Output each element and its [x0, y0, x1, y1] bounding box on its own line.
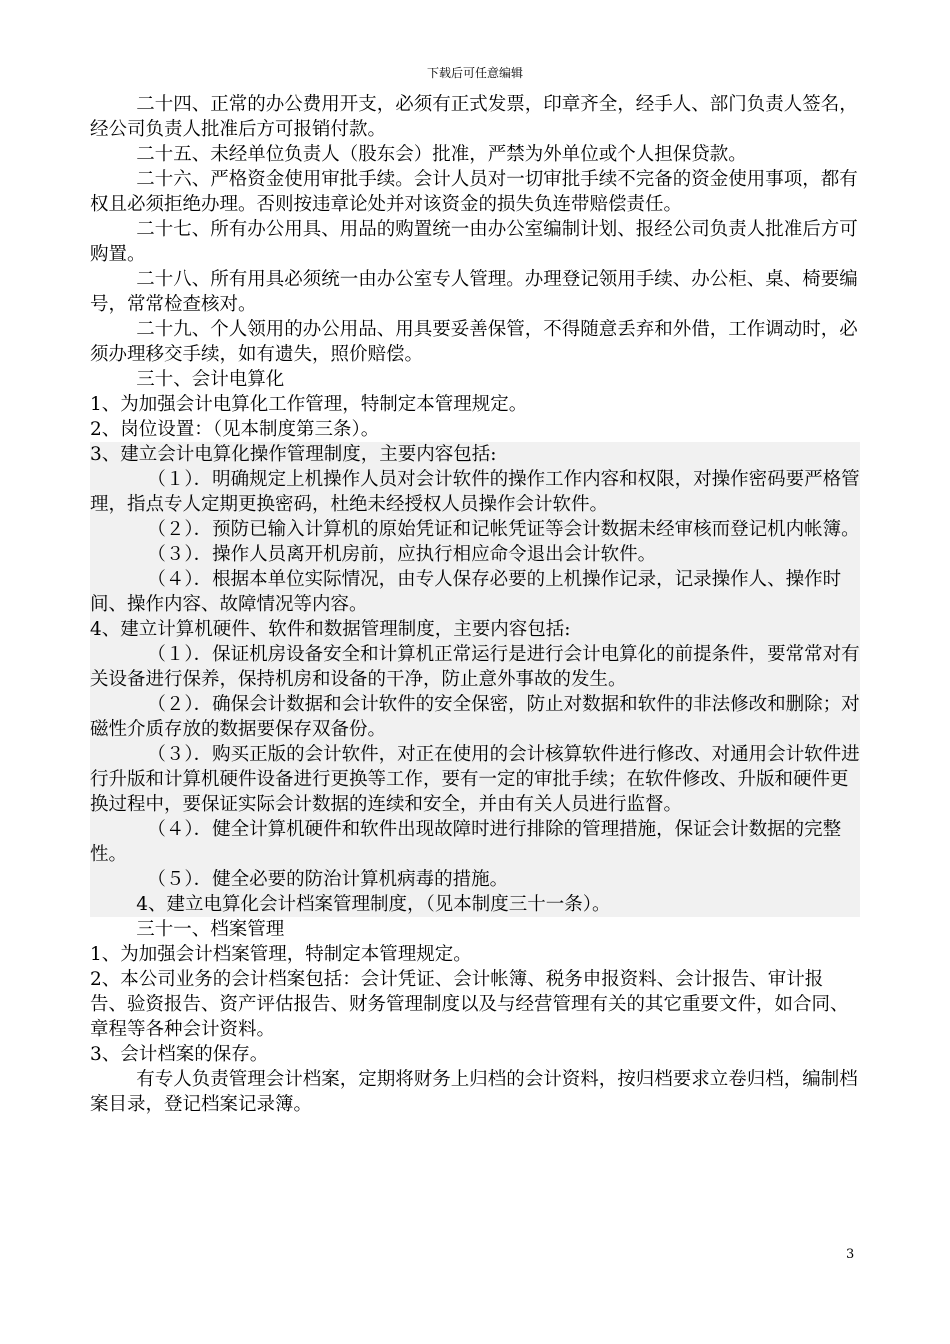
article-30-item-2: 2、岗位设置：（见本制度第三条）。 [90, 419, 380, 440]
article-30-item-3-3: （３）．操作人员离开机房前，应执行相应命令退出会计软件。 [147, 544, 657, 565]
article-29: 二十九、个人领用的办公用品、用具要妥善保管，不得随意丢弃和外借，工作调动时，必须办理移交手续，如有遗失，照价赔偿。 [90, 319, 858, 365]
article-24: 二十四、正常的办公费用开支，必须有正式发票，印章齐全，经手人、部门负责人签名，经公司负责人批准后方可报销付款。 [90, 94, 858, 140]
article-26: 二十六、严格资金使用审批手续。会计人员对一切审批手续不完备的资金使用事项，都有权且必须拒绝办理。否则按违章论处并对该资金的损失负连带赔偿责任。 [90, 169, 858, 215]
article-30-item-4-5: （５）．健全必要的防治计算机病毒的措施。 [147, 869, 509, 890]
article-31-item-1: 1、为加强会计档案管理，特制定本管理规定。 [90, 944, 472, 965]
article-31-item-3: 3、会计档案的保存。 [90, 1044, 269, 1065]
article-31-item-2: 2、本公司业务的会计档案包括：会计凭证、会计帐簿、税务申报资料、会计报告、审计报告、验资报告、资产评估报告、财务管理制度以及与经营管理有关的其它重要文件，如合同、章程等各种会计资料。 [90, 969, 849, 1040]
article-30-item-4-1: （１）．保证机房设备安全和计算机正常运行是进行会计电算化的前提条件，要常常对有关设备进行保养，保持机房和设备的干净，防止意外事故的发生。 [90, 644, 860, 690]
article-30-item-4: 4、建立计算机硬件、软件和数据管理制度，主要内容包括: [90, 619, 571, 640]
article-30-item-4-3: （３）．购买正版的会计软件，对正在使用的会计核算软件进行修改、对通用会计软件进行升版和计算机硬件设备进行更换等工作，要有一定的审批手续；在软件修改、升版和硬件更换过程中，要保证实际会计数据的连续和安全，并由有关人员进行监督。 [90, 744, 860, 815]
article-31-item-3-body: 有专人负责管理会计档案，定期将财务上归档的会计资料，按归档要求立卷归档，编制档案目录，登记档案记录簿。 [90, 1069, 858, 1115]
article-30-item-3-4: （４）．根据本单位实际情况，由专人保存必要的上机操作记录，记录操作人、操作时间、操作内容、故障情况等内容。 [90, 569, 842, 615]
article-30-heading: 三十、会计电算化 [136, 369, 285, 390]
shaded-section [90, 442, 860, 917]
article-27: 二十七、所有办公用具、用品的购置统一由办公室编制计划、报经公司负责人批准后方可购置。 [90, 219, 858, 265]
document-body [90, 92, 860, 1117]
article-30-item-3-2: （２）．预防已输入计算机的原始凭证和记帐凭证等会计数据未经审核而登记机内帐簿。 [147, 519, 860, 540]
article-30-item-1: 1、为加强会计电算化工作管理，特制定本管理规定。 [90, 394, 528, 415]
article-30-item-4-2: （２）．确保会计数据和会计软件的安全保密，防止对数据和软件的非法修改和删除；对磁性介质存放的数据要保存双备份。 [90, 694, 860, 740]
article-28: 二十八、所有用具必须统一由办公室专人管理。办理登记领用手续、办公柜、桌、椅要编号，常常检查核对。 [90, 269, 858, 315]
page-number: 3 [846, 1247, 855, 1262]
article-30-item-5: 4、建立电算化会计档案管理制度，（见本制度三十一条）。 [136, 894, 611, 915]
article-30-item-3: 3、建立会计电算化操作管理制度，主要内容包括: [90, 444, 497, 465]
article-31-heading: 三十一、档案管理 [136, 919, 285, 940]
article-30-item-3-1: （１）．明确规定上机操作人员对会计软件的操作工作内容和权限，对操作密码要严格管理，指点专人定期更换密码，杜绝未经授权人员操作会计软件。 [90, 469, 860, 515]
page-header: 下载后可任意编辑 [426, 66, 523, 80]
article-30-item-4-4: （４）．健全计算机硬件和软件出现故障时进行排除的管理措施，保证会计数据的完整性。 [90, 819, 842, 865]
article-25: 二十五、未经单位负责人（股东会）批准，严禁为外单位或个人担保贷款。 [136, 144, 747, 165]
